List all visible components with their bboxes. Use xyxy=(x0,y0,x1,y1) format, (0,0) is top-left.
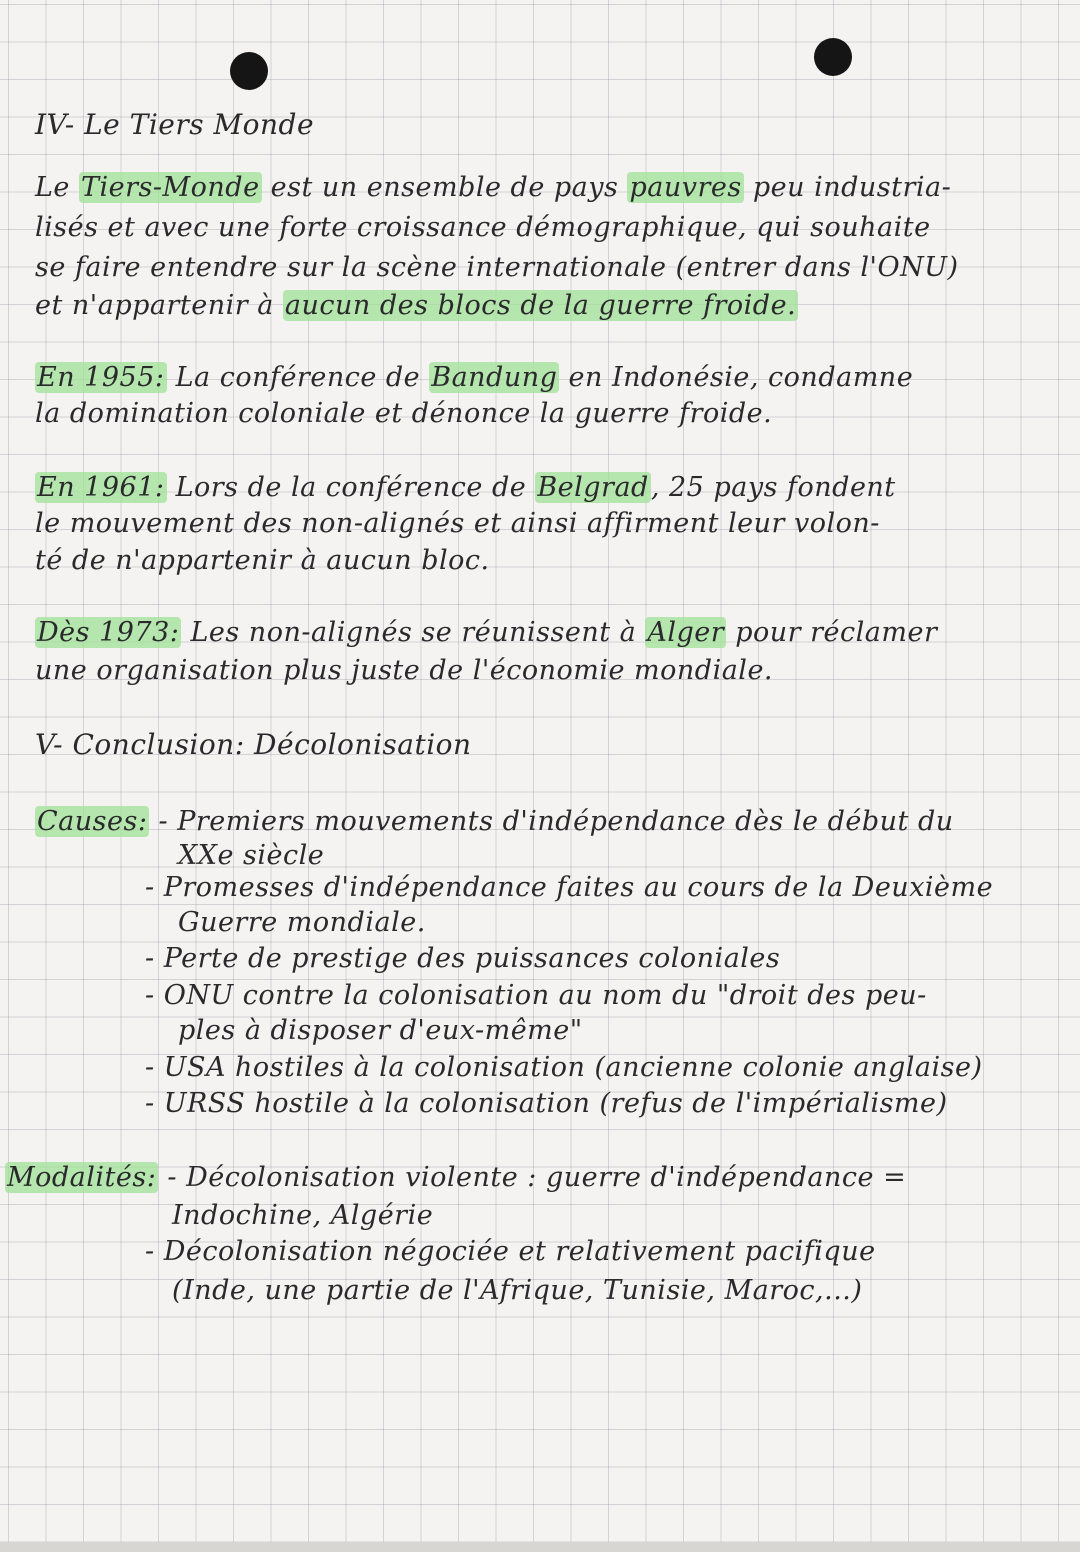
highlighted-text: Modalités: xyxy=(7,1162,157,1193)
text-segment: - Premiers mouvements d'indépendance dès le début du xyxy=(149,806,954,837)
text-segment: , 25 pays fondent xyxy=(650,472,896,503)
highlighted-text: Causes: xyxy=(37,806,148,837)
text-segment: ples à disposer d'eux-même" xyxy=(178,1015,583,1046)
note-line xyxy=(35,290,798,321)
note-line xyxy=(178,907,426,938)
highlighted-text: Belgrad xyxy=(537,472,649,503)
note-line xyxy=(35,398,772,429)
note-line xyxy=(35,545,490,576)
note-line xyxy=(145,943,780,974)
section-heading xyxy=(35,108,314,141)
text-segment: pour réclamer xyxy=(726,617,938,648)
highlighted-text: Alger xyxy=(647,617,725,648)
text-segment: - USA hostiles à la colonisation (ancienne colonie anglaise) xyxy=(145,1052,983,1083)
text-segment: té de n'appartenir à aucun bloc. xyxy=(35,545,490,576)
text-segment: Le xyxy=(35,172,79,203)
text-segment: la domination coloniale et dénonce la guerre froide. xyxy=(35,398,773,429)
note-line xyxy=(145,1052,982,1083)
text-segment: Lors de la conférence de xyxy=(166,472,536,503)
highlighted-text: En 1961: xyxy=(37,472,165,503)
text-segment: - Décolonisation négociée et relativement pacifique xyxy=(145,1236,876,1267)
text-segment: Indochine, Algérie xyxy=(172,1200,434,1231)
text-segment: XXe siècle xyxy=(178,840,325,871)
text-segment: est un ensemble de pays xyxy=(261,172,628,203)
note-line xyxy=(35,252,959,283)
text-segment: le mouvement des non-alignés et ainsi affirment leur volon- xyxy=(35,508,880,539)
text-segment: - Perte de prestige des puissances coloniales xyxy=(145,943,781,974)
section-heading xyxy=(35,728,472,761)
note-line xyxy=(35,172,951,203)
note-line xyxy=(145,1088,948,1119)
note-line xyxy=(5,1162,906,1193)
text-segment: se faire entendre sur la scène internationale (entrer dans l'ONU) xyxy=(35,252,959,283)
text-segment: - Promesses d'indépendance faites au cours de la Deuxième xyxy=(145,872,994,903)
text-segment: une organisation plus juste de l'économie mondiale. xyxy=(35,655,774,686)
binder-hole-left xyxy=(230,52,268,90)
text-segment: - Décolonisation violente : guerre d'indépendance = xyxy=(158,1162,907,1193)
note-line xyxy=(35,212,931,243)
note-line xyxy=(35,508,880,539)
note-line xyxy=(35,806,954,837)
text-segment: - URSS hostile à la colonisation (refus de l'impérialisme) xyxy=(145,1088,948,1119)
text-segment: et n'appartenir à xyxy=(35,290,283,321)
note-line xyxy=(145,872,993,903)
highlighted-text: aucun des blocs de la guerre froide. xyxy=(284,290,797,321)
note-line xyxy=(35,617,937,648)
text-segment: - ONU contre la colonisation au nom du "droit des peu- xyxy=(145,980,927,1011)
note-line xyxy=(145,980,927,1011)
highlighted-text: pauvres xyxy=(629,172,742,203)
text-segment: lisés et avec une forte croissance démographique, qui souhaite xyxy=(35,212,931,243)
highlighted-text: En 1955: xyxy=(37,362,165,393)
note-line xyxy=(35,472,896,503)
text-segment: Guerre mondiale. xyxy=(178,907,426,938)
note-line xyxy=(35,362,913,393)
text-segment: IV- Le Tiers Monde xyxy=(35,108,315,141)
text-segment: en Indonésie, condamne xyxy=(559,362,914,393)
paper-edge xyxy=(0,1542,1080,1552)
text-segment: La conférence de xyxy=(166,362,430,393)
note-line xyxy=(172,1275,862,1306)
note-line xyxy=(178,1015,583,1046)
binder-hole-right xyxy=(814,38,852,76)
note-line xyxy=(172,1200,433,1231)
note-line xyxy=(178,840,324,871)
highlighted-text: Dès 1973: xyxy=(37,617,180,648)
text-segment: V- Conclusion: Décolonisation xyxy=(35,728,472,761)
text-segment: Les non-alignés se réunissent à xyxy=(181,617,646,648)
text-segment: peu industria- xyxy=(743,172,952,203)
text-segment: (Inde, une partie de l'Afrique, Tunisie, Maroc,...) xyxy=(172,1275,863,1306)
note-line xyxy=(35,655,773,686)
highlighted-text: Tiers-Monde xyxy=(81,172,260,203)
highlighted-text: Bandung xyxy=(431,362,558,393)
note-line xyxy=(145,1236,876,1267)
